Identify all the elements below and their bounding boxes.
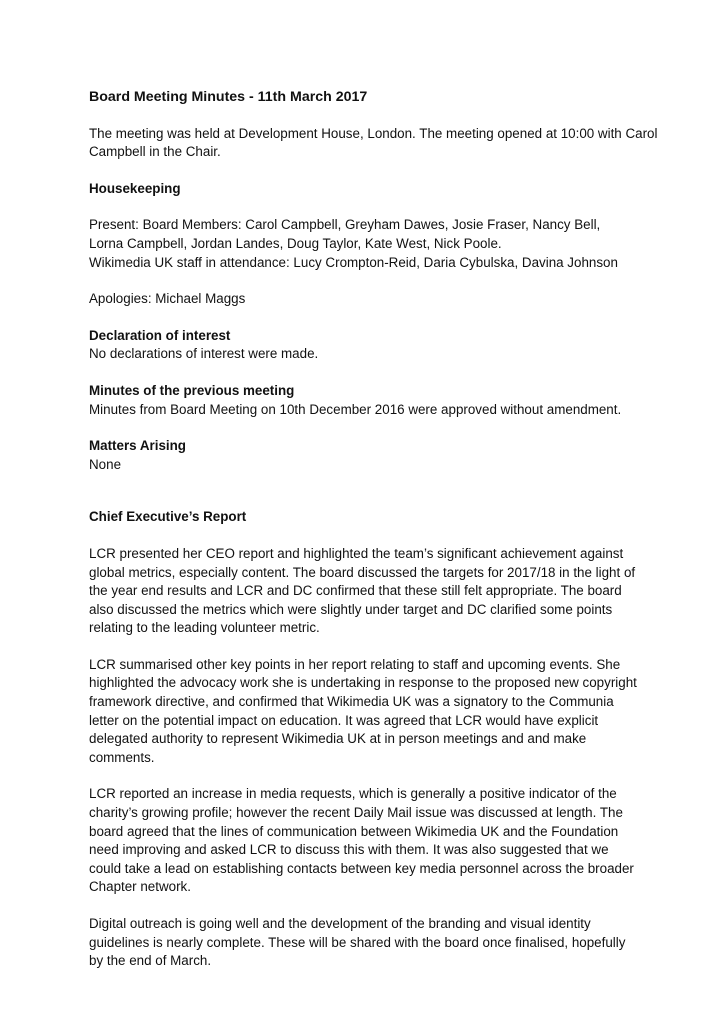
ceo-line: by the end of March. bbox=[89, 953, 212, 969]
document-title: Board Meeting Minutes - 11th March 2017 bbox=[89, 89, 368, 105]
ceo-line: highlighted the advocacy work she is undertaking in response to the proposed new copyright bbox=[89, 675, 637, 691]
ceo-line: LCR presented her CEO report and highlighted the team’s significant achievement against bbox=[89, 545, 624, 561]
present-line: Lorna Campbell, Jordan Landes, Doug Taylor, Kate West, Nick Poole. bbox=[89, 235, 502, 251]
ceo-report-heading: Chief Executive’s Report bbox=[89, 509, 247, 525]
ceo-line: LCR summarised other key points in her report relating to staff and upcoming events. She bbox=[89, 656, 621, 672]
matters-heading: Matters Arising bbox=[89, 438, 186, 454]
present-paragraph bbox=[89, 216, 649, 272]
ceo-line: delegated authority to represent Wikimedia UK at in person meetings and and make bbox=[89, 731, 587, 747]
ceo-paragraph-2 bbox=[89, 656, 649, 768]
present-line: Wikimedia UK staff in attendance: Lucy Crompton-Reid, Daria Cybulska, Davina Johnson bbox=[89, 254, 618, 270]
ceo-line: Chapter network. bbox=[89, 879, 191, 895]
ceo-line: also discussed the metrics which were slightly under target and DC clarified some points bbox=[89, 601, 613, 617]
ceo-paragraph-3 bbox=[89, 785, 649, 897]
ceo-paragraph-1 bbox=[89, 545, 649, 638]
ceo-line: charity’s growing profile; however the recent Daily Mail issue was discussed at length. The bbox=[89, 805, 623, 821]
ceo-paragraph-4 bbox=[89, 915, 649, 971]
ceo-line: Digital outreach is going well and the development of the branding and visual identity bbox=[89, 916, 591, 931]
ceo-line: framework directive, and confirmed that Wikimedia UK was a signatory to the Communia bbox=[89, 694, 614, 710]
present-line: Present: Board Members: Carol Campbell, Greyham Dawes, Josie Fraser, Nancy Bell, bbox=[89, 217, 601, 233]
housekeeping-heading: Housekeeping bbox=[89, 180, 181, 196]
declaration-heading: Declaration of interest bbox=[89, 327, 231, 343]
ceo-line: comments. bbox=[89, 749, 155, 765]
matters-text: None bbox=[89, 456, 122, 472]
ceo-line: relating to the leading volunteer metric. bbox=[89, 620, 320, 636]
minutes-text: Minutes from Board Meeting on 10th December 2016 were approved without amendment. bbox=[89, 401, 622, 417]
intro-line: Campbell in the Chair. bbox=[89, 144, 221, 160]
intro-line: The meeting was held at Development House, London. The meeting opened at 10:00 with Carol bbox=[89, 125, 658, 141]
declaration-text: No declarations of interest were made. bbox=[89, 346, 319, 362]
document-body bbox=[89, 88, 658, 971]
ceo-line: board agreed that the lines of communication between Wikimedia UK and the Foundation bbox=[89, 823, 619, 839]
ceo-line: letter on the potential impact on education. It was agreed that LCR would have explicit bbox=[89, 712, 599, 728]
ceo-line: the year end results and LCR and DC confirmed that these still felt appropriate. The board bbox=[89, 583, 622, 599]
ceo-line: LCR reported an increase in media requests, which is generally a positive indicator of the bbox=[89, 786, 617, 802]
minutes-heading: Minutes of the previous meeting bbox=[89, 382, 295, 398]
ceo-line: could take a lead on establishing contacts between key media personnel across the broader bbox=[89, 860, 634, 876]
ceo-line: global metrics, especially content. The board discussed the targets for 2017/18 in the light of bbox=[89, 564, 636, 580]
intro-paragraph bbox=[89, 125, 658, 162]
apologies-text: Apologies: Michael Maggs bbox=[89, 291, 246, 307]
ceo-line: guidelines is nearly complete. These will be shared with the board once finalised, hopefully bbox=[89, 934, 626, 950]
ceo-line: need improving and asked LCR to discuss this with them. It was also suggested that we bbox=[89, 842, 609, 858]
